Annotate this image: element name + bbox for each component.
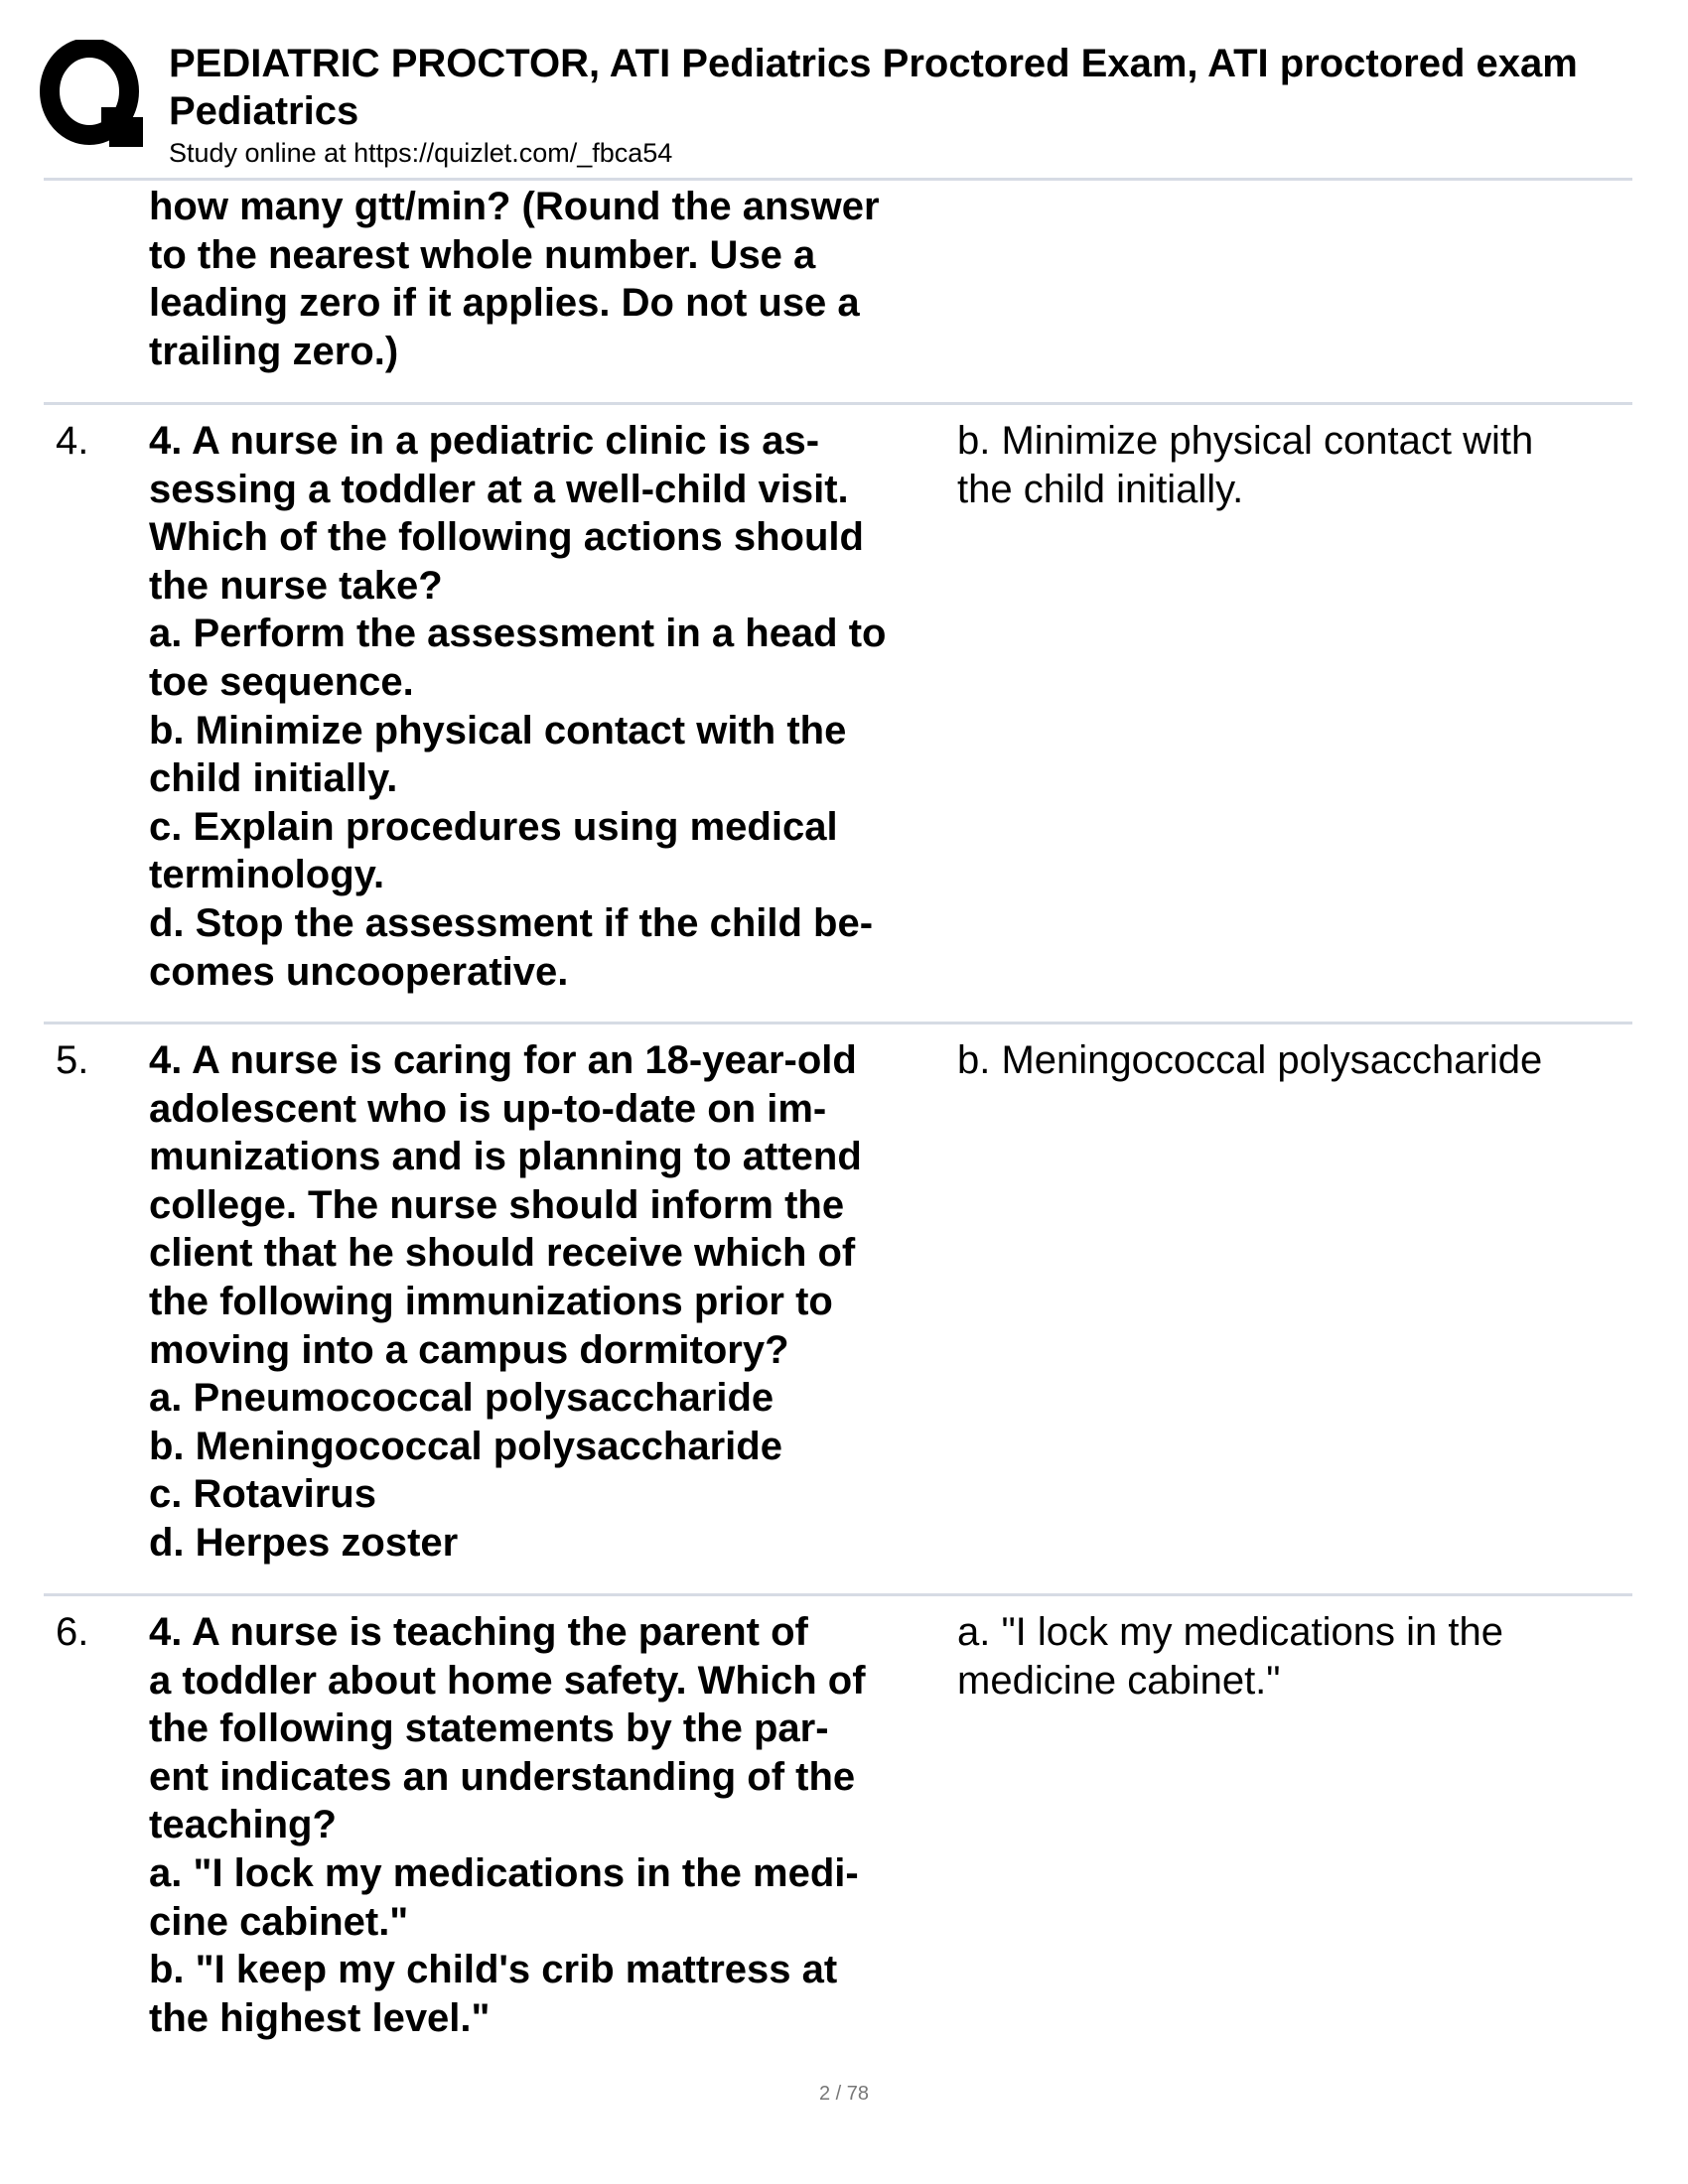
- question-line: moving into a campus dormitory?: [149, 1327, 789, 1372]
- question-line: Which of the following actions should: [149, 515, 864, 560]
- question-line: d. Herpes zoster: [149, 1520, 459, 1565]
- question-line: college. The nurse should inform the: [149, 1182, 845, 1227]
- page-number: 2 / 78: [818, 2083, 870, 2105]
- question-line: to the nearest whole number. Use a: [149, 232, 816, 277]
- question-line: cine cabinet.": [149, 1899, 409, 1944]
- question-line: a toddler about home safety. Which of: [149, 1658, 866, 1703]
- question-line: c. Explain procedures using medical: [149, 804, 838, 849]
- question-line: the nurse take?: [149, 563, 443, 608]
- question-line: toe sequence.: [149, 659, 414, 704]
- title-line: Pediatrics: [169, 89, 359, 133]
- question-line: b. Minimize physical contact with the: [149, 708, 847, 752]
- row-divider: [44, 402, 1632, 405]
- quizlet-logo-icon: [40, 40, 143, 147]
- question-line: adolescent who is up-to-date on im-: [149, 1086, 827, 1131]
- question-line: comes uncooperative.: [149, 949, 569, 994]
- question-line: terminology.: [149, 853, 385, 897]
- answer-line: medicine cabinet.": [957, 1658, 1281, 1703]
- card-number: 4.: [56, 419, 89, 463]
- card-question: [149, 417, 943, 996]
- question-line: child initially.: [149, 756, 398, 801]
- question-line: d. Stop the assessment if the child be-: [149, 900, 874, 945]
- question-line: a. Perform the assessment in a head to: [149, 612, 887, 656]
- question-line: the highest level.": [149, 1995, 491, 2040]
- question-line: b. "I keep my child's crib mattress at: [149, 1948, 838, 1992]
- question-line: how many gtt/min? (Round the answer: [149, 185, 880, 228]
- question-line: c. Rotavirus: [149, 1472, 376, 1517]
- card-number: 5.: [56, 1038, 89, 1082]
- question-line: 4. A nurse is caring for an 18-year-old: [149, 1038, 857, 1082]
- question-line: sessing a toddler at a well-child visit.: [149, 467, 849, 511]
- row-divider: [44, 1022, 1632, 1024]
- question-line: 4. A nurse in a pediatric clinic is as-: [149, 419, 820, 463]
- question-line: leading zero if it applies. Do not use a: [149, 281, 860, 326]
- card-answer: [957, 1608, 1632, 1705]
- question-line: teaching?: [149, 1803, 337, 1847]
- row-divider: [44, 1593, 1632, 1596]
- card-question: [149, 183, 943, 375]
- answer-line: a. "I lock my medications in the: [957, 1610, 1503, 1654]
- question-line: trailing zero.): [149, 329, 399, 373]
- title-line: PEDIATRIC PROCTOR, ATI Pediatrics Proctored Exam, ATI proctored exam: [169, 42, 1578, 85]
- study-online-link[interactable]: Study online at https://quizlet.com/_fbca54: [169, 138, 673, 168]
- question-line: ent indicates an understanding of the: [149, 1754, 856, 1799]
- card-answer: [957, 1036, 1632, 1085]
- question-line: a. Pneumococcal polysaccharide: [149, 1376, 774, 1421]
- card-question: [149, 1036, 943, 1568]
- question-line: munizations and is planning to attend: [149, 1135, 862, 1179]
- answer-line: b. Meningococcal polysaccharide: [957, 1038, 1543, 1082]
- card-question: [149, 1608, 943, 2042]
- document-title: [169, 40, 1688, 135]
- header-divider: [44, 178, 1632, 181]
- question-line: the following immunizations prior to: [149, 1279, 833, 1323]
- question-line: b. Meningococcal polysaccharide: [149, 1424, 782, 1468]
- question-line: a. "I lock my medications in the medi-: [149, 1850, 859, 1895]
- question-line: 4. A nurse is teaching the parent of: [149, 1610, 808, 1654]
- answer-line: the child initially.: [957, 467, 1244, 511]
- card-number: 6.: [56, 1610, 89, 1654]
- answer-line: b. Minimize physical contact with: [957, 419, 1534, 463]
- question-line: client that he should receive which of: [149, 1231, 856, 1276]
- card-answer: [957, 417, 1632, 513]
- question-line: the following statements by the par-: [149, 1706, 829, 1751]
